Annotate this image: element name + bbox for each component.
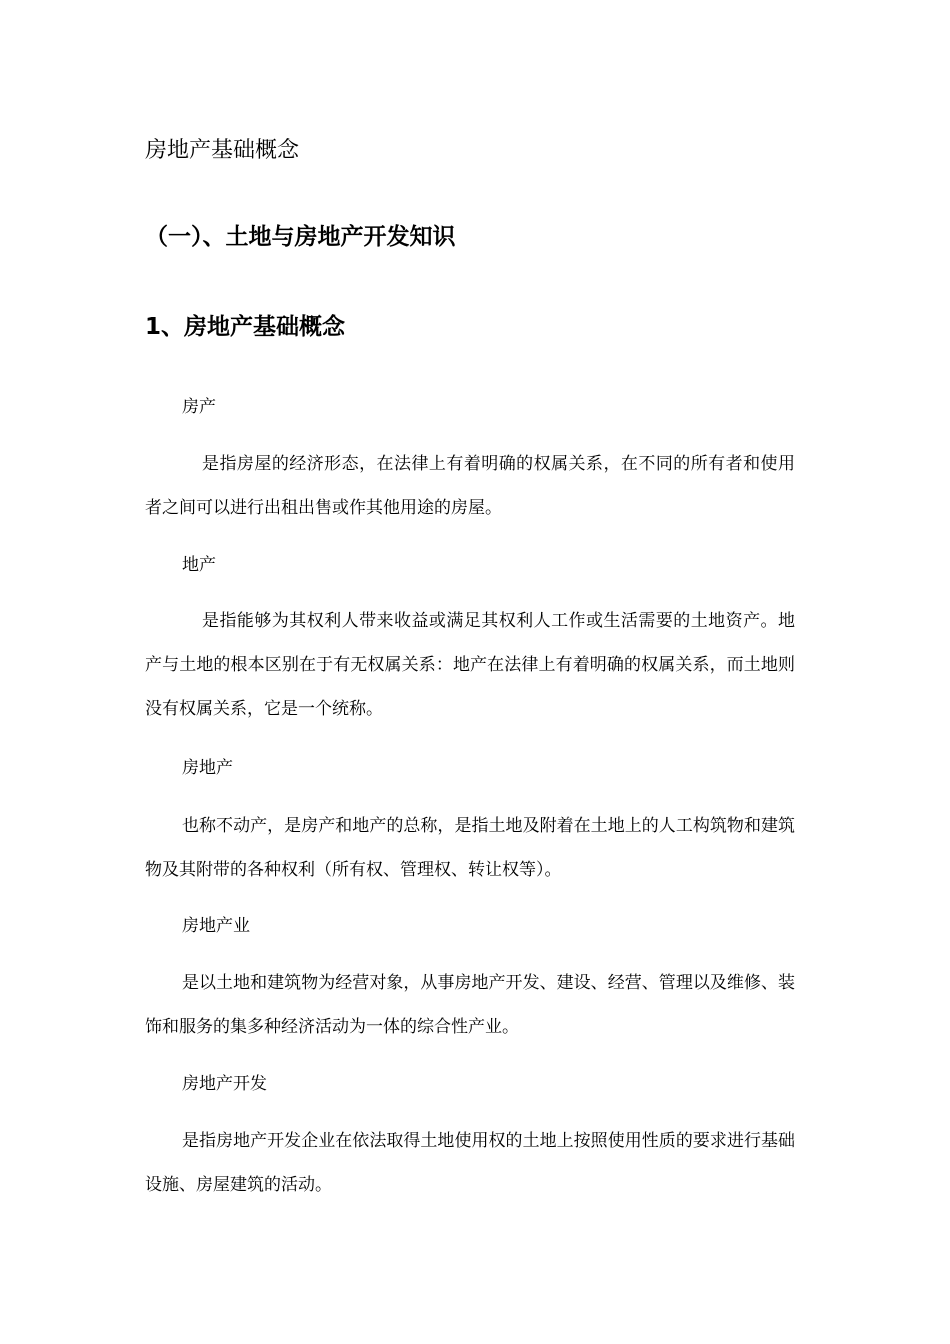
definition-fangdichanye: 是以土地和建筑物为经营对象，从事房地产开发、建设、经营、管理以及维修、装饰和服务的集多种经济活动为一体的综合性产业。 <box>145 973 795 1037</box>
term-fangdichan-kaifa: 房地产开发 <box>182 1074 267 1094</box>
document-title: 房地产基础概念 <box>145 138 300 163</box>
term-fangdichanye: 房地产业 <box>182 916 250 936</box>
definition-fangdichan: 也称不动产，是房产和地产的总称，是指土地及附着在土地上的人工构筑物和建筑物及其附带的各种权利（所有权、管理权、转让权等）。 <box>145 816 795 880</box>
section-heading: （一）、土地与房地产开发知识 <box>145 224 456 250</box>
term-fangdichan: 房地产 <box>182 758 233 778</box>
term-dichan: 地产 <box>182 555 216 575</box>
definition-dichan: 是指能够为其权利人带来收益或满足其权利人工作或生活需要的土地资产。地产与土地的根本区别在于有无权属关系：地产在法律上有着明确的权属关系，而土地则没有权属关系，它是一个统称。 <box>145 611 795 719</box>
subsection-heading: 1、房地产基础概念 <box>145 314 346 340</box>
term-fangchan: 房产 <box>182 397 216 417</box>
definition-fangchan: 是指房屋的经济形态，在法律上有着明确的权属关系，在不同的所有者和使用者之间可以进行出租出售或作其他用途的房屋。 <box>145 454 795 518</box>
definition-fangdichan-kaifa: 是指房地产开发企业在依法取得土地使用权的土地上按照使用性质的要求进行基础设施、房屋建筑的活动。 <box>145 1131 795 1195</box>
